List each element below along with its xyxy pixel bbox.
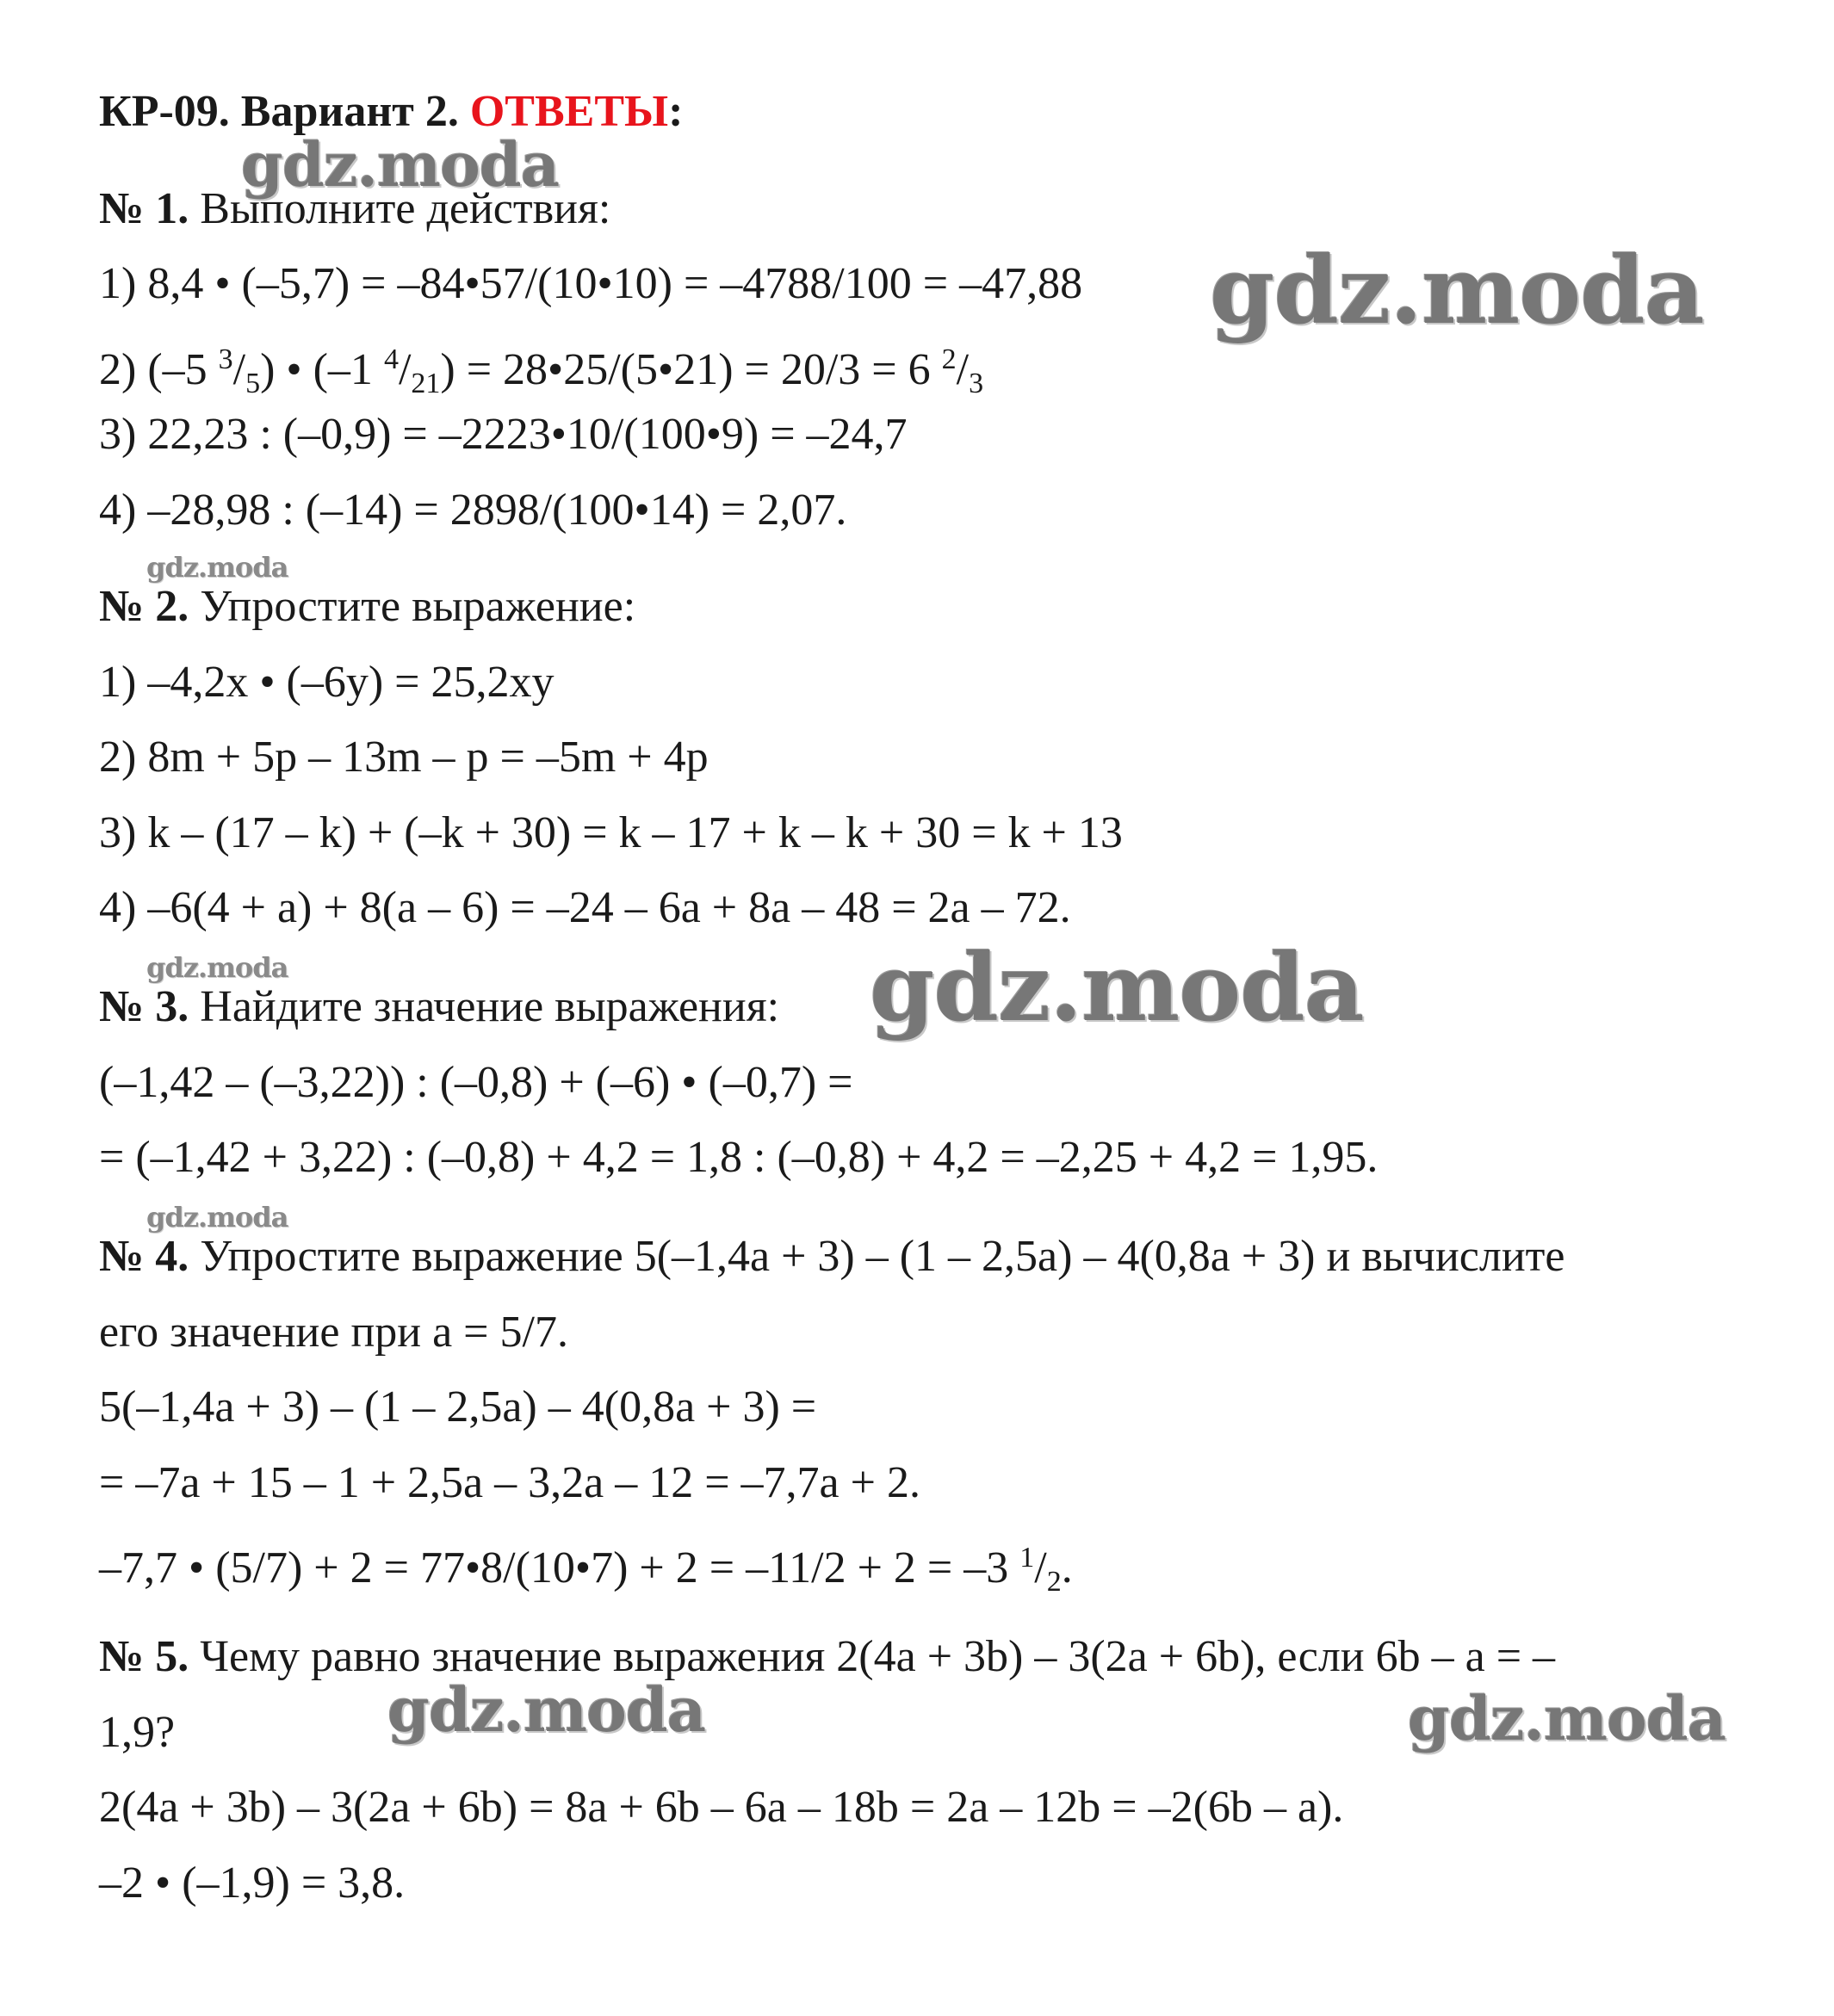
task4-line3-end: .: [1061, 1543, 1073, 1592]
watermark: gdz.moda: [146, 1201, 288, 1234]
task1-line2-part-a: 2) (–5: [99, 345, 219, 394]
fraction-denominator: 21: [411, 368, 441, 399]
fraction-numerator: 3: [218, 343, 233, 375]
title-prefix: КР-09. Вариант 2.: [99, 87, 470, 136]
watermark: gdz.moda: [146, 551, 288, 584]
task2-line3: 3) k – (17 – k) + (–k + 30) = k – 17 + k – k + 30 = k + 13: [99, 808, 1123, 857]
task4-line1: 5(–1,4a + 3) – (1 – 2,5a) – 4(0,8a + 3) =: [99, 1382, 817, 1432]
fraction-denominator: 2: [1046, 1566, 1062, 1598]
task3-line1: (–1,42 – (–3,22)) : (–0,8) + (–6) • (–0,7) =: [99, 1058, 853, 1107]
task2-number: № 2.: [99, 582, 189, 631]
task1-line4: 4) –28,98 : (–14) = 2898/(100•14) = 2,07.: [99, 485, 847, 535]
task2-line2: 2) 8m + 5p – 13m – p = –5m + 4p: [99, 733, 709, 782]
task1-line3: 3) 22,23 : (–0,9) = –2223•10/(100•9) = –24,7: [99, 410, 908, 459]
task3-number: № 3.: [99, 982, 189, 1031]
task1-line2-part-c: ) = 28•25/(5•21) = 20/3 = 6: [440, 345, 942, 394]
task4-heading: [99, 1231, 1564, 1283]
task2-line1: 1) –4,2x • (–6y) = 25,2xy: [99, 658, 555, 707]
fraction-numerator: 4: [383, 343, 399, 375]
task3-line2: = (–1,42 + 3,22) : (–0,8) + 4,2 = 1,8 : (–0,8) + 4,2 = –2,25 + 4,2 = 1,95.: [99, 1133, 1379, 1182]
task2-heading: [99, 581, 635, 633]
fraction-denominator: 3: [969, 368, 984, 399]
task2-text: Упростите выражение:: [189, 582, 636, 631]
task4-line3-part-a: –7,7 • (5/7) + 2 = 77•8/(10•7) + 2 = –11/2 + 2 = –3: [99, 1543, 1020, 1592]
fraction-denominator: 5: [245, 368, 261, 399]
title-answers: ОТВЕТЫ: [469, 87, 669, 136]
task5-heading: [99, 1631, 1555, 1683]
task1-line2: 2) (–5 $^3/_5$) • (–1 $^4/_{21}$) = 28•25/(5•21) = 20/3 = 6 $^2/_3$: [99, 343, 984, 399]
task1-line1: 1) 8,4 • (–5,7) = –84•57/(10•10) = –4788/100 = –47,88: [99, 259, 1083, 308]
task2-line4: 4) –6(4 + a) + 8(a – 6) = –24 – 6a + 8a – 48 = 2a – 72.: [99, 883, 1071, 932]
task5-number: № 5.: [99, 1632, 189, 1681]
task5-line1: 2(4a + 3b) – 3(2a + 6b) = 8a + 6b – 6a – 18b = 2a – 12b = –2(6b – a).: [99, 1783, 1344, 1832]
task3-text: Найдите значение выражения:: [189, 982, 780, 1031]
task3-heading: [99, 981, 779, 1033]
watermark: gdz.moda: [1408, 1683, 1726, 1754]
task4-line2: = –7a + 15 – 1 + 2,5a – 3,2a – 12 = –7,7a + 2.: [99, 1458, 920, 1507]
task1-text: Выполните действия:: [189, 184, 611, 233]
task1-number: № 1.: [99, 184, 189, 233]
task1-line2-part-b: ) • (–1: [260, 345, 384, 394]
watermark: gdz.moda: [241, 129, 560, 201]
task5-line2: –2 • (–1,9) = 3,8.: [99, 1858, 406, 1908]
task5-text: Чему равно значение выражения 2(4a + 3b) – 3(2a + 6b), если 6b – a = –: [189, 1632, 1556, 1681]
fraction-numerator: 1: [1019, 1542, 1035, 1574]
task1-heading: [99, 183, 610, 235]
watermark: gdz.moda: [870, 934, 1364, 1042]
watermark: gdz.moda: [1210, 237, 1704, 345]
task4-heading-cont: его значение при a = 5/7.: [99, 1308, 568, 1357]
page-title: [99, 86, 683, 138]
fraction-numerator: 2: [941, 343, 957, 375]
watermark: gdz.moda: [146, 951, 288, 984]
task4-number: № 4.: [99, 1232, 189, 1281]
watermark: gdz.moda: [387, 1674, 706, 1746]
task4-text: Упростите выражение 5(–1,4a + 3) – (1 – 2,5a) – 4(0,8a + 3) и вычислите: [189, 1232, 1565, 1281]
title-colon: :: [668, 87, 684, 136]
task5-heading-cont: 1,9?: [99, 1708, 176, 1757]
task4-line3: –7,7 • (5/7) + 2 = 77•8/(10•7) + 2 = –11/2 + 2 = –3 $^1/_2$.: [99, 1542, 1073, 1598]
